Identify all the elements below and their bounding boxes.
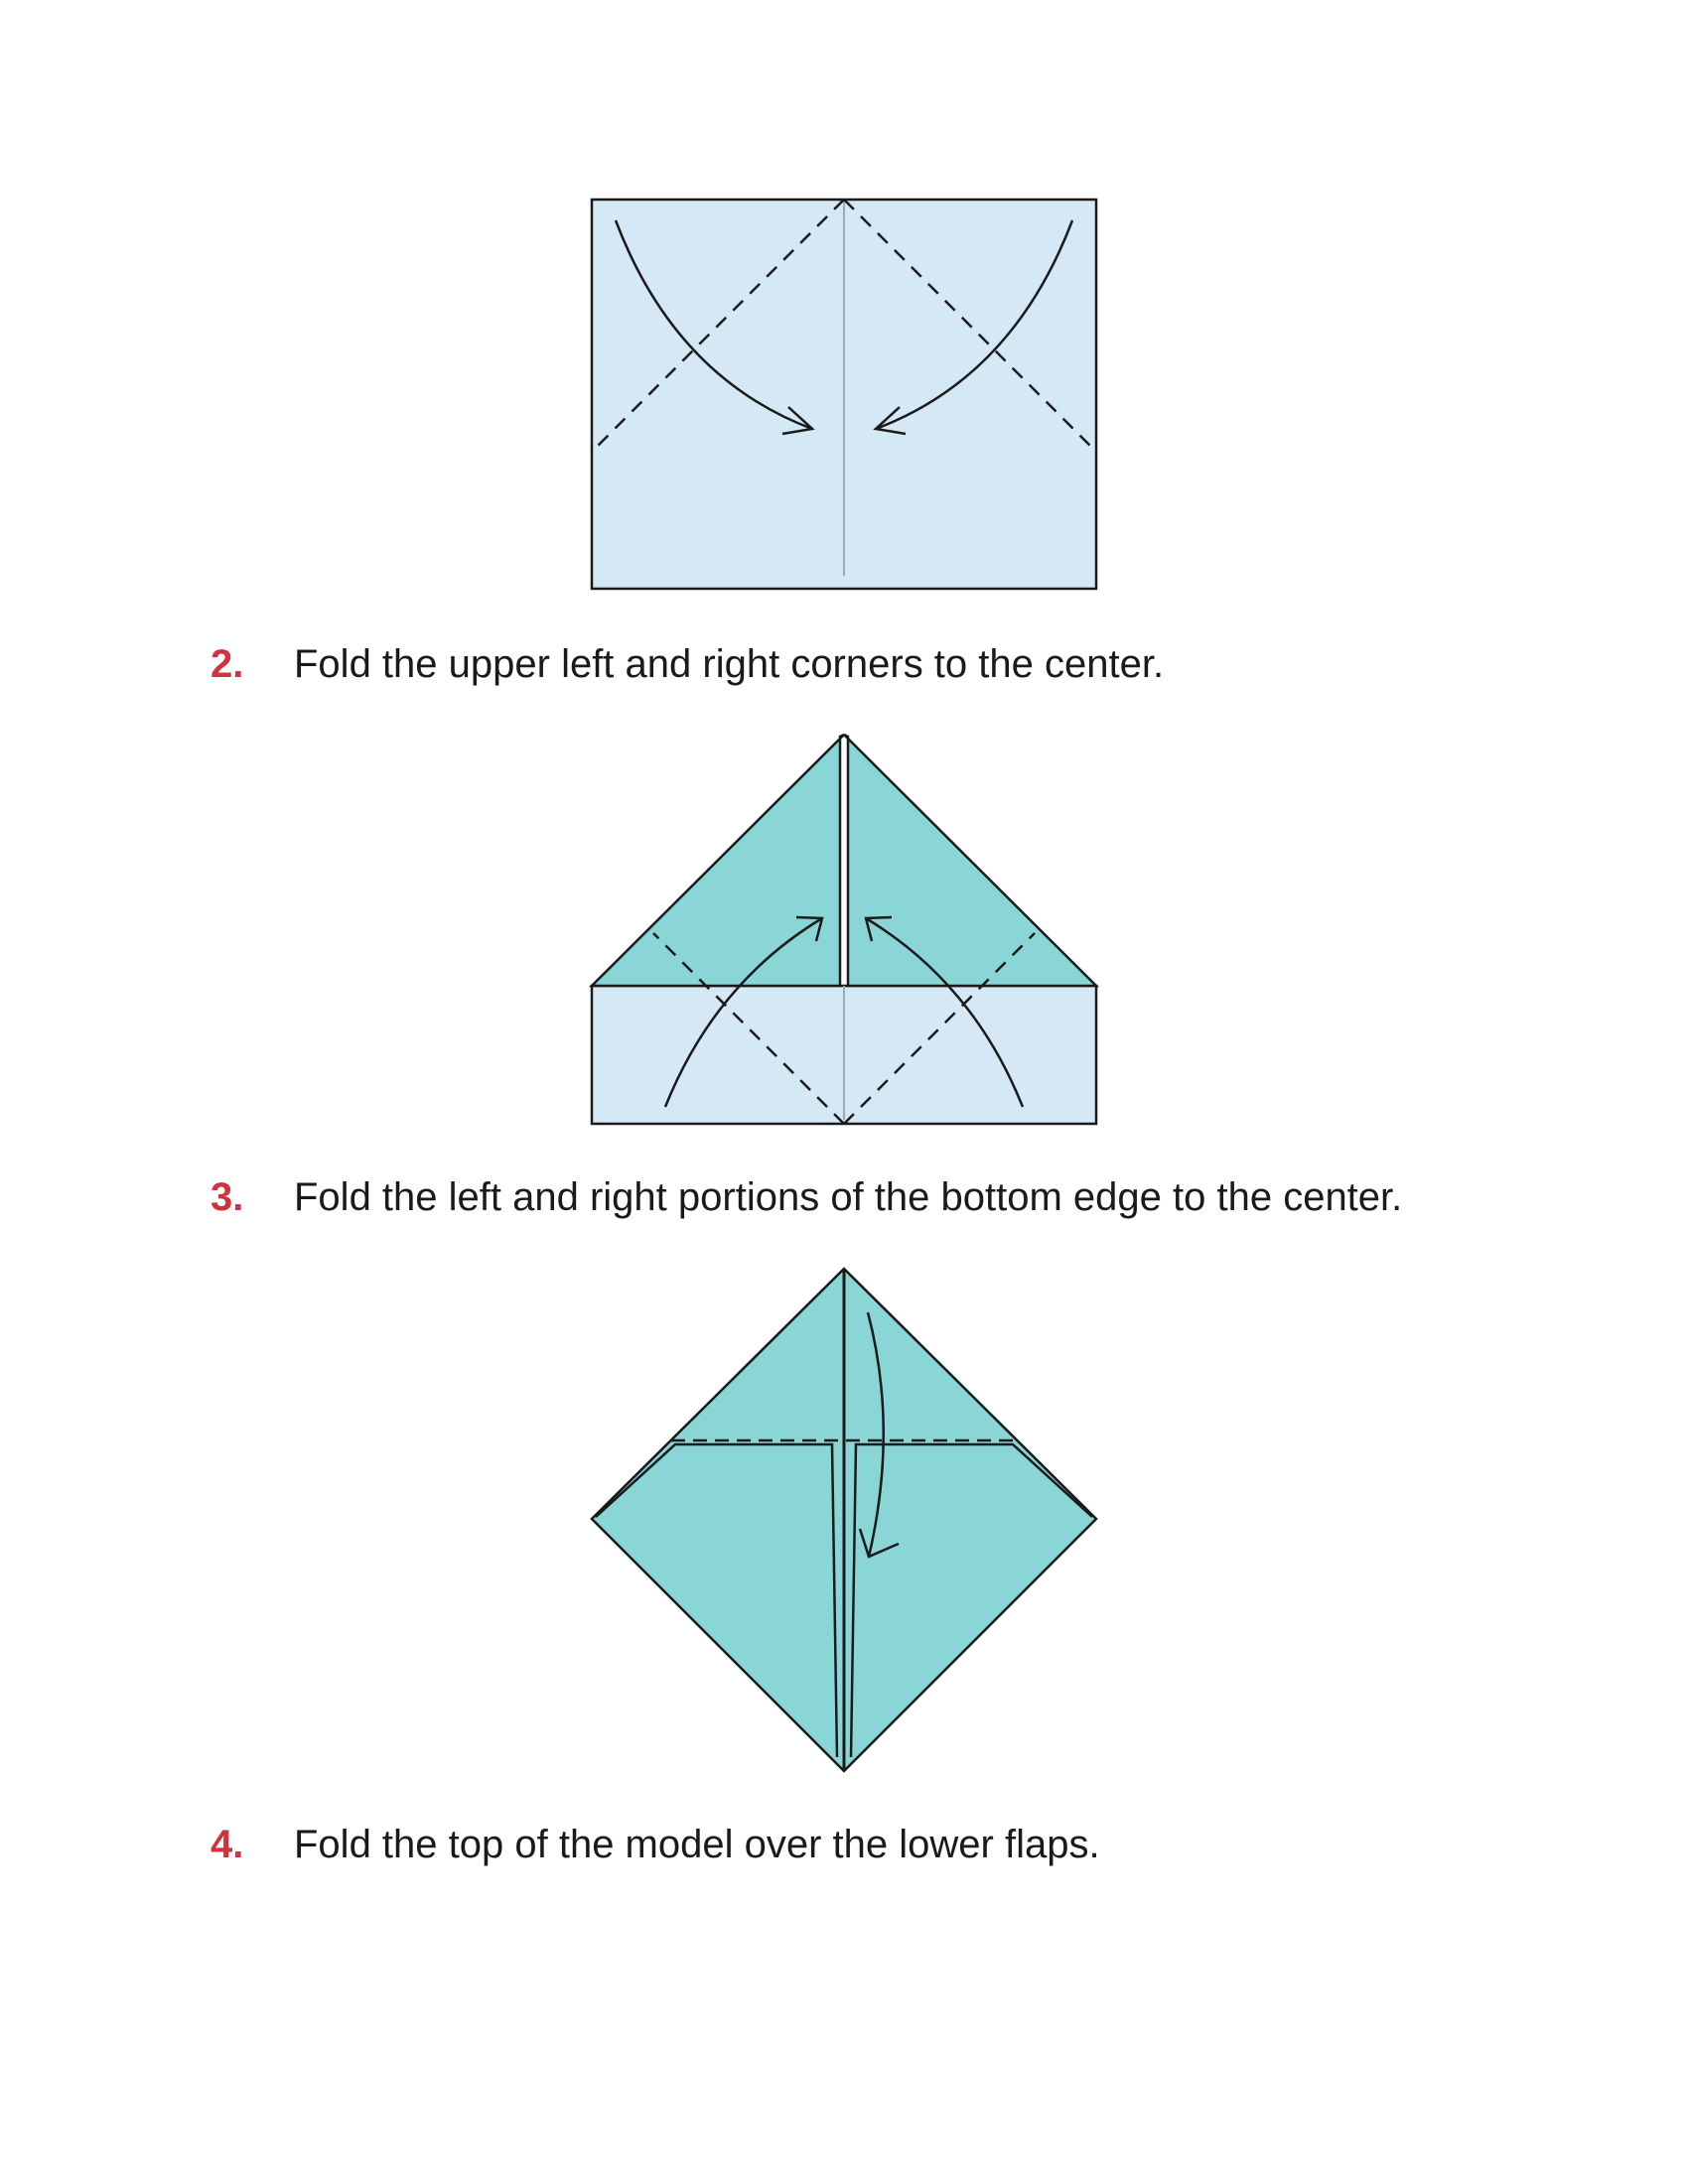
step-instruction: Fold the top of the model over the lower flaps. xyxy=(294,1823,1100,1866)
step-2 xyxy=(211,642,1164,687)
step-3 xyxy=(211,1175,1402,1220)
step-number: 2. xyxy=(211,642,244,686)
step-instruction: Fold the left and right portions of the bottom edge to the center. xyxy=(294,1175,1403,1219)
step-number: 4. xyxy=(211,1823,244,1866)
diagram-step-2 xyxy=(0,189,1688,606)
step-4 xyxy=(211,1823,1100,1867)
folded-triangle-left xyxy=(592,735,844,986)
step-instruction: Fold the upper left and right corners to the center. xyxy=(294,642,1165,686)
step-number: 3. xyxy=(211,1175,244,1219)
diagram-step-4 xyxy=(0,1256,1688,1777)
diagram-step-3 xyxy=(0,725,1688,1132)
folded-triangle-right xyxy=(844,735,1096,986)
